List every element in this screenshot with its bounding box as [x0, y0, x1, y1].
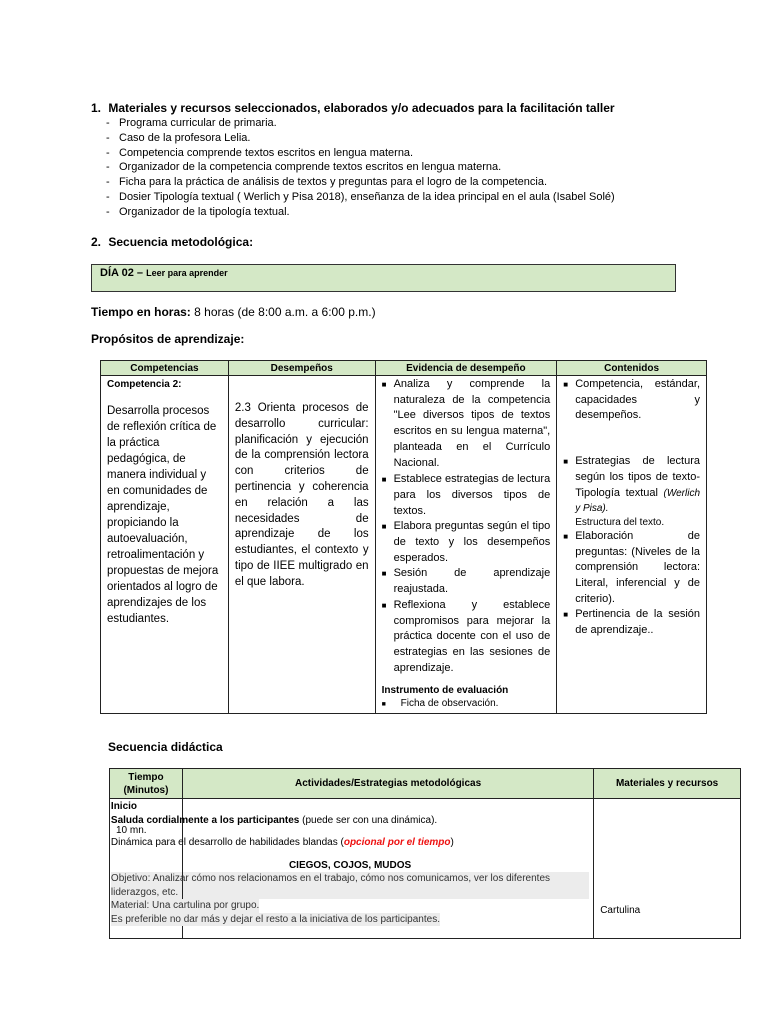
saluda-bold: Saluda cordialmente a los participantes: [110, 814, 300, 826]
section2-title: Secuencia metodológica:: [108, 235, 254, 249]
contenidos-list: [563, 377, 700, 639]
list-item: ■ Sesión de aprendizaje reajustada.: [382, 566, 551, 597]
saluda-line: [111, 814, 589, 828]
list-item: ■ Establece estrategias de lectura para los diversos tipos de textos.: [382, 472, 551, 519]
dinamica-close: ): [450, 837, 454, 848]
list-item: - Caso de la profesora Lelia.: [106, 131, 746, 146]
list-item: ■ Competencia, estándar, capacidades y desempeños.: [563, 377, 700, 424]
tiempo-line: [91, 305, 376, 319]
header-tiempo: Tiempo (Minutos): [110, 769, 183, 799]
saluda-rest: (puede ser con una dinámica).: [302, 814, 438, 826]
section1-heading: [91, 101, 615, 115]
list-item: ■ Analiza y comprende la naturaleza de la competencia "Lee diversos tipos de textos escritos en su lengua materna", planteada en el Currículo Nacional.: [382, 377, 551, 471]
instrumento-item: ■ Ficha de observación.: [381, 698, 499, 710]
dia-subtitle: Leer para aprender: [146, 268, 228, 278]
contenidos-cell: [557, 376, 707, 714]
time-value: 10 mn.: [116, 825, 147, 836]
list-item: ■ Pertinencia de la sesión de aprendizaje..: [563, 607, 700, 638]
section1-number: 1.: [91, 101, 102, 115]
dinamica-optional: opcional por el tiempo: [343, 837, 451, 848]
header-competencias: Competencias: [101, 361, 229, 376]
game-note: Es preferible no dar más y dejar el resto a la iniciativa de los participantes.: [110, 913, 440, 925]
contenido-2-cite: (Werlich y Pisa).: [575, 487, 700, 515]
contenido-2-text: Estrategias de lectura según los tipos de texto- Tipología textual: [575, 455, 700, 499]
evidencia-list: [382, 377, 551, 676]
list-item: ■ Reflexiona y establece compromisos para mejorar la práctica docente con el uso de estrategias en las sesiones de aprendizaje.: [382, 598, 551, 677]
list-item: - Organizador de la tipología textual.: [106, 205, 746, 220]
list-item: - Programa curricular de primaria.: [106, 116, 746, 131]
propositos-title: Propósitos de aprendizaje:: [91, 332, 245, 346]
section1-title: Materiales y recursos seleccionados, elaborados y/o adecuados para la facilitación taller: [108, 101, 615, 115]
dinamica-text: Dinámica para el desarrollo de habilidades blandas (: [110, 837, 344, 848]
game-title: CIEGOS, COJOS, MUDOS: [288, 859, 412, 871]
desempeno-text: 2.3 Orienta procesos de desarrollo curricular: planificación y ejecución de la comprensión lectora con criterios de pertinencia y coherencia en relación a las necesidades de aprendizaje de los estudiantes, el contexto y tipo de IIEE multigrado en el que labora.: [234, 402, 369, 588]
contenido-2-sub: Estructura del texto.: [575, 516, 665, 528]
dia-label: DÍA 02 –: [100, 267, 144, 279]
section2-number: 2.: [91, 235, 102, 249]
list-item: - Organizador de la competencia comprende textos escritos en lengua materna.: [106, 160, 746, 175]
tiempo-value: 8 horas (de 8:00 a.m. a 6:00 p.m.): [194, 305, 376, 319]
header-contenidos: Contenidos: [557, 361, 707, 376]
materials-list: [106, 116, 746, 220]
header-materiales: Materiales y recursos: [594, 769, 741, 799]
list-item: - Ficha para la práctica de análisis de textos y preguntas para el logro de la competencia.: [106, 175, 746, 190]
list-item: - Competencia comprende textos escritos en lengua materna.: [106, 146, 746, 161]
game-material: Material: Una cartulina por grupo.: [110, 900, 260, 911]
header-evidencia: Evidencia de desempeño: [375, 361, 557, 376]
secuencia-title: Secuencia didáctica: [108, 740, 223, 754]
inicio-label: Inicio: [110, 801, 138, 812]
list-item: ■ Elabora preguntas según el tipo de texto y los desempeños esperados.: [382, 519, 551, 566]
section2-heading: [91, 235, 253, 249]
competencia-label: Competencia 2:: [107, 379, 182, 390]
resources-cell: [594, 799, 741, 939]
list-item: - Dosier Tipología textual ( Werlich y Pisa 2018), enseñanza de la idea principal en el aula (Isabel Solé): [106, 190, 746, 205]
list-item: ■ Elaboración de preguntas: (Niveles de la comprensión lectora: Literal, inferencial y de criterio).: [563, 529, 700, 608]
purposes-table: [100, 360, 707, 714]
instrumento-label: Instrumento de evaluación: [381, 685, 509, 697]
instrumento-item-text: Ficha de observación.: [400, 698, 499, 710]
desempeno-cell: [228, 376, 375, 714]
game-objective: Objetivo: Analizar cómo nos relacionamos en el trabajo, cómo nos comunicamos, ver los diferentes liderazgos, etc.: [111, 872, 589, 899]
resource-value: Cartulina: [600, 905, 641, 916]
competencia-text: Desarrolla procesos de reflexión crítica de la práctica pedagógica, de manera individual y en comunidades de aprendizaje, propiciando la autoevaluación, retroalimentación y propuestas de mejora orientados al logro de aprendizajes de los estudiantes.: [107, 404, 219, 625]
list-item: [563, 454, 700, 529]
header-actividades: Actividades/Estrategias metodológicas: [182, 769, 593, 799]
sequence-table: [109, 768, 741, 939]
header-desempenos: Desempeños: [228, 361, 375, 376]
competencia-cell: [101, 376, 229, 714]
dia-banner: [91, 264, 676, 292]
tiempo-label: Tiempo en horas:: [91, 305, 191, 319]
evidencia-cell: [375, 376, 557, 714]
dinamica-line: [111, 836, 589, 850]
